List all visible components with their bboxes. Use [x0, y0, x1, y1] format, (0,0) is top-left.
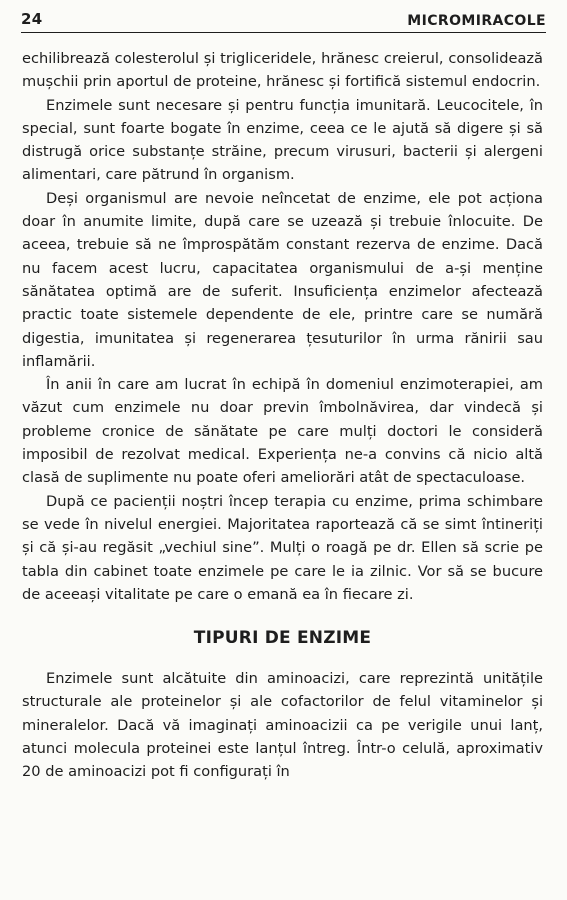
paragraph: Deși organismul are nevoie neîncetat de enzime, ele pot acționa doar în anumite limite, după care se uzează și trebuie înlocuite. De aceea, trebuie să ne împrospătăm constant rezerva de enzime. Dacă nu facem acest lucru, capacitatea organismului de a-și menține sănătatea optimă are de suferit. Insuficiența enzimelor afectează practic toate sistemele dependente de ele, printre care se numără digestia, imunitatea și regenerarea țesuturilor în urma rănirii sau inflamării.: [22, 189, 543, 370]
page-header: [21, 10, 546, 33]
paragraph: În anii în care am lucrat în echipă în domeniul enzimoterapiei, am văzut cum enzimele nu doar previn îmbolnăvirea, dar vindecă și probleme cronice de sănătate pe care mulți doctori le consideră imposibil de rezolvat medical. Experiența ne-a convins că nicio altă clasă de suplimente nu poate oferi ameliorări atât de spectaculoase.: [22, 376, 543, 487]
page-number: 24: [21, 10, 43, 28]
section-heading: TIPURI DE ENZIME: [193, 628, 372, 649]
running-title: MICROMIRACOLE: [407, 13, 546, 29]
paragraph-continued: echilibrează colesterolul și trigliceridele, hrănesc creierul, consolidează mușchii prin aportul de proteine, hrănesc și fortifică sistemul endocrin.: [22, 50, 543, 91]
paragraph: Enzimele sunt alcătuite din aminoacizi, care reprezintă unitățile structurale ale proteinelor și ale cofactorilor de felul vitaminelor și mineralelor. Dacă vă imaginați aminoacizii ca pe verigile unui lanț, atunci molecula proteinei este lanțul întreg. Într-o celulă, aproximativ 20 de aminoacizi pot fi configurați în: [22, 670, 543, 781]
paragraph: După ce pacienții noștri încep terapia cu enzime, prima schimbare se vede în nivelul energiei. Majoritatea raportează că se simt întineriți și că și-au regăsit „vechiul sine”. Mulți o roagă pe dr. Ellen să scrie pe tabla din cabinet toate enzimele pe care le ia zilnic. Vor să se bucure de aceeași vitalitate pe care o emană ea în fiecare zi.: [22, 492, 543, 603]
body-text: [22, 47, 543, 784]
paragraph: Enzimele sunt necesare și pentru funcția imunitară. Leucocitele, în special, sunt foarte bogate în enzime, ceea ce le ajută să digere și să distrugă orice substanțe străine, precum virusuri, bacterii și alergeni alimentari, care pătrund în organism.: [22, 96, 543, 184]
